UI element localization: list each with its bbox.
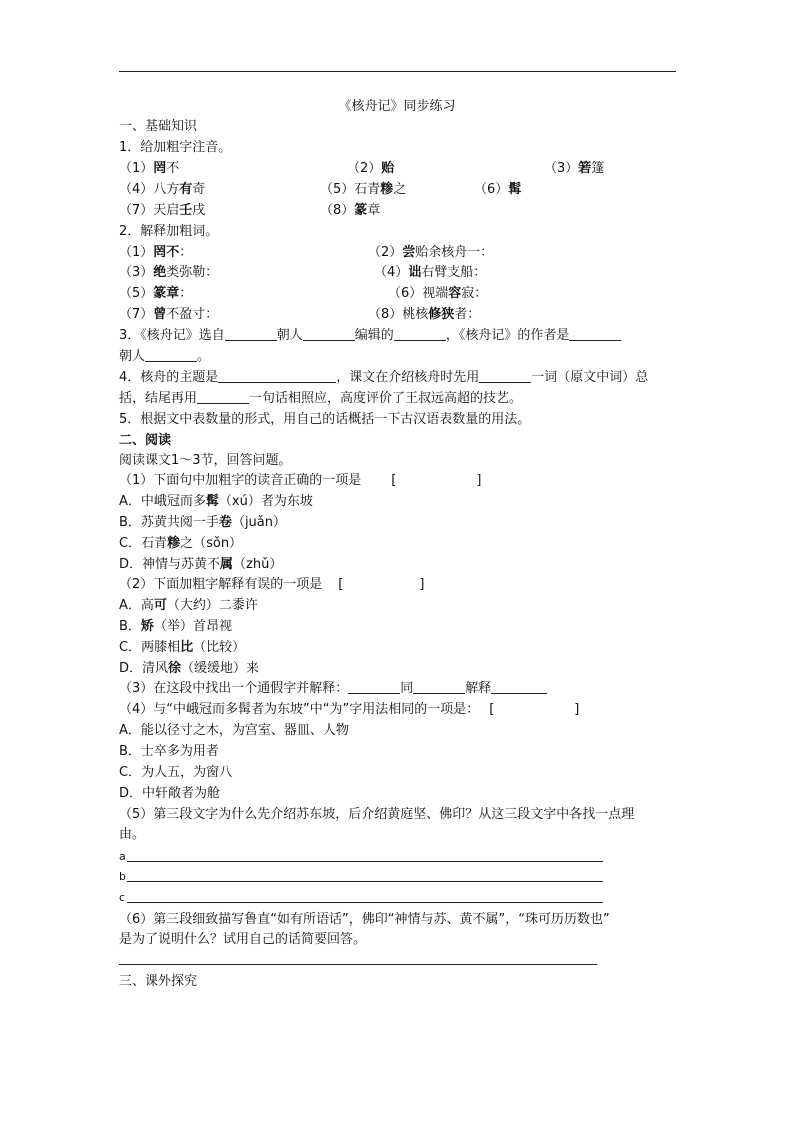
answer-blank[interactable]: [348, 679, 400, 694]
answer-line-label-c: c: [119, 891, 126, 904]
answer-line-c[interactable]: [127, 902, 603, 903]
q1-item-3: （3）箬篷: [544, 161, 605, 176]
q1-item-8: （8）篆章: [320, 203, 381, 218]
reading-q1-option-c[interactable]: C．石青糁之（sǒn）: [119, 536, 243, 551]
answer-line-q6[interactable]: [119, 964, 597, 965]
reading-q6-line1: （6）第三段细致描写鲁直“如有所语话”，佛印“神情与苏、黄不属”，“珠可历历数也”: [119, 912, 610, 927]
reading-q2-option-d[interactable]: D．清风徐（缓缓地）来: [119, 661, 260, 676]
answer-blank[interactable]: [218, 368, 336, 383]
q2-item-6: （6）视端容寂：: [388, 286, 488, 301]
answer-blank[interactable]: [225, 326, 277, 341]
reading-q4-option-a[interactable]: A．能以径寸之木，为宫室、器皿、人物: [119, 723, 349, 738]
q1-item-6: （6）髯: [474, 182, 522, 197]
reading-q5-line2: 由。: [119, 827, 146, 842]
q2-item-1: （1）罔不：: [119, 245, 193, 260]
question-1-heading: 1．给加粗字注音。: [119, 140, 232, 155]
answer-blank[interactable]: [491, 679, 547, 694]
page-title: 《核舟记》同步练习: [338, 99, 456, 114]
answer-bracket[interactable]: [ ]: [338, 577, 425, 592]
reading-q2-option-a[interactable]: A．高可（大约）二黍许: [119, 598, 258, 613]
q1-item-1: （1）罔不: [119, 161, 180, 176]
reading-q4-option-d[interactable]: D．中轩敞者为舱: [119, 786, 221, 801]
answer-line-b[interactable]: [127, 881, 603, 882]
reading-q5-line1: （5）第三段文字为什么先介绍苏东坡，后介绍黄庭坚、佛印？从这三段文字中各找一点理: [119, 807, 635, 822]
reading-q6-line2: 是为了说明什么？试用自己的话简要回答。: [119, 932, 367, 947]
reading-q2-option-b[interactable]: B．矫（举）首昂视: [119, 619, 232, 634]
q2-item-5: （5）篆章：: [119, 286, 193, 301]
q1-item-4: （4）八方有奇: [119, 182, 206, 197]
reading-q2-heading: （2）下面加粗字解释有误的一项是 [ ]: [119, 575, 424, 595]
q2-item-7: （7）曾不盈寸：: [119, 307, 219, 322]
q2-item-3: （3）绝类弥勒：: [119, 265, 219, 280]
question-2-heading: 2．解释加粗词。: [119, 224, 219, 239]
answer-blank[interactable]: [394, 326, 446, 341]
reading-q2-option-c[interactable]: C．两膝相比（比较）: [119, 640, 246, 655]
section-heading-extension: 三、课外探究: [119, 974, 198, 989]
question-4-cont: 括，结尾再用 一句话相照应，高度评价了王叔远高超的技艺。: [119, 391, 523, 406]
q2-item-2: （2）尝贻余核舟一：: [368, 245, 494, 260]
question-4: 4．核舟的主题是 ，课文在介绍核舟时先用 一词（原文中词）总: [119, 370, 649, 385]
reading-q4-option-c[interactable]: C．为人五，为窗八: [119, 765, 233, 780]
answer-blank[interactable]: [413, 679, 465, 694]
reading-intro: 阅读课文1～3节，回答问题。: [119, 453, 292, 468]
answer-blank[interactable]: [145, 347, 197, 362]
answer-blank[interactable]: [197, 389, 249, 404]
answer-line-label-a: a: [119, 850, 126, 863]
reading-q1-option-a[interactable]: A．中峨冠而多髯（xú）者为东坡: [119, 494, 313, 509]
reading-q3: （3）在这段中找出一个通假字并解释： 同 解释: [119, 679, 547, 699]
q2-item-8: （8）桃核修狭者：: [368, 307, 481, 322]
q2-item-4: （4）诎右臂支船：: [374, 265, 487, 280]
section-heading-basic: 一、基础知识: [119, 119, 198, 134]
q1-item-2: （2）贻: [347, 161, 395, 176]
q1-item-5: （5）石青糁之: [320, 182, 407, 197]
q1-item-7: （7）天启壬戌: [119, 203, 206, 218]
answer-line-label-b: b: [119, 870, 126, 883]
reading-q1-option-b[interactable]: B．苏黄共阅一手卷（juǎn）: [119, 515, 286, 530]
question-5: 5．根据文中表数量的形式，用自己的话概括一下古汉语表数量的用法。: [119, 412, 531, 427]
section-heading-reading: 二、阅读: [119, 433, 172, 448]
reading-q4-heading: （4）与“中峨冠而多髯者为东坡”中“为”字用法相同的一项是： [ ]: [119, 700, 579, 720]
answer-bracket[interactable]: [ ]: [489, 702, 580, 717]
header-rule: [119, 71, 676, 72]
question-3-cont: 朝人 。: [119, 349, 211, 364]
reading-q4-option-b[interactable]: B．士卒多为用者: [119, 744, 219, 759]
question-3: 3．《核舟记》选自 朝人 编辑的 ，《核舟记》的作者是: [119, 326, 621, 346]
answer-line-a[interactable]: [127, 861, 603, 862]
answer-bracket[interactable]: [ ]: [391, 473, 482, 488]
reading-q1-heading: （1）下面句中加粗字的读音正确的一项是 [ ]: [119, 471, 481, 491]
answer-blank[interactable]: [569, 326, 621, 341]
answer-blank[interactable]: [303, 326, 355, 341]
reading-q1-option-d[interactable]: D．神情与苏黄不属（zhǔ）: [119, 557, 283, 572]
answer-blank[interactable]: [479, 368, 531, 383]
